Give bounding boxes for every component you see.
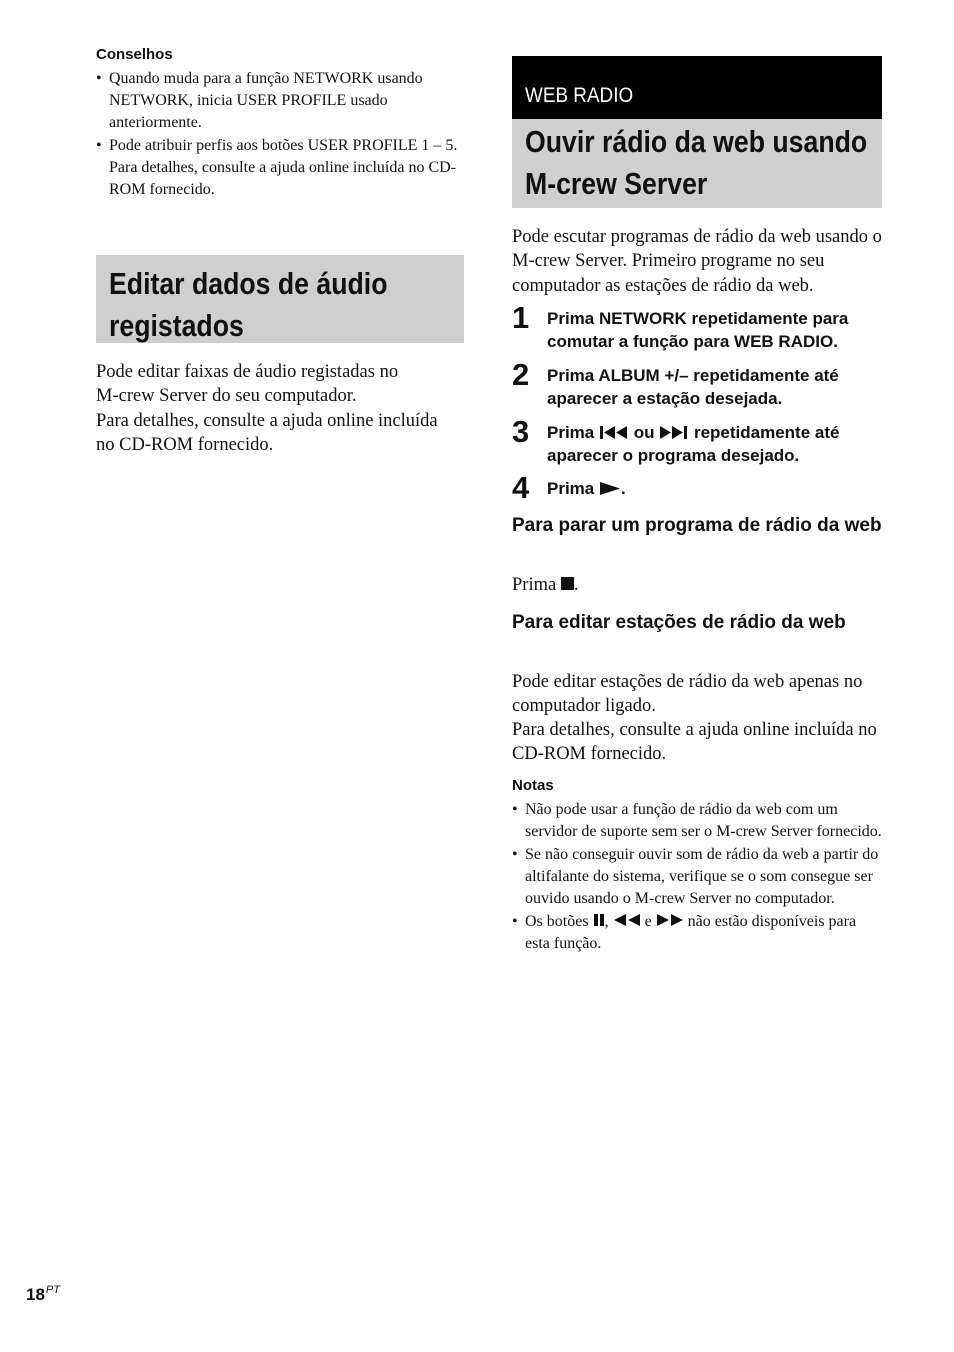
bullet-icon: • — [512, 801, 518, 818]
step-text — [547, 422, 887, 467]
rewind-icon — [613, 913, 641, 930]
step-text-part: repetidamente até aparecer o programa desejado. — [547, 423, 840, 465]
notes-heading: Notas — [512, 777, 554, 794]
step-number: 4 — [512, 470, 530, 505]
step-text-part: Prima — [547, 423, 595, 442]
title-line: Ouvir rádio da web usando — [525, 124, 868, 159]
intro-paragraph: Pode escutar programas de rádio da web usando o M-crew Server. Primeiro programe no seu computador as estações de rádio da web. — [512, 227, 882, 296]
notes-list — [512, 799, 884, 956]
tips-list — [96, 68, 476, 202]
body-line: Para detalhes, consulte a ajuda online incluída — [96, 410, 438, 431]
note-text-part: , — [604, 912, 609, 930]
body-line: M-crew Server do seu computador. — [96, 386, 357, 407]
body-line: no CD-ROM fornecido. — [96, 434, 274, 455]
stop-heading: Para parar um programa de rádio da web — [512, 515, 882, 536]
note-text-part: Os botões — [525, 912, 589, 930]
note-text: Se não conseguir ouvir som de rádio da web a partir do altifalante do sistema, verifique se o som consegue ser ouvido usando o M-crew Server no computador. — [525, 846, 879, 907]
fast-forward-icon — [656, 913, 684, 930]
page-language-suffix: PT — [45, 1284, 60, 1296]
pause-icon — [593, 913, 605, 930]
bullet-icon: • — [512, 912, 518, 930]
title-line: M-crew Server — [525, 166, 708, 201]
stop-text-part: Prima — [512, 575, 557, 595]
list-item — [96, 68, 476, 134]
title-line: registados — [109, 308, 244, 343]
tip-text: Pode atribuir perfis aos botões USER PROFILE 1 – 5. Para detalhes, consulte a ajuda online incluída no CD-ROM fornecido. — [109, 137, 458, 198]
tips-heading: Conselhos — [96, 46, 173, 63]
bullet-icon: • — [96, 137, 102, 154]
next-track-icon — [659, 423, 689, 442]
section-label: WEB RADIO — [525, 84, 634, 107]
list-item — [512, 844, 884, 909]
list-item — [512, 799, 884, 843]
step-number: 1 — [512, 300, 530, 335]
title-line: Editar dados de áudio — [109, 266, 388, 301]
section-label-bar — [512, 56, 882, 119]
note-text: Não pode usar a função de rádio da web com um servidor de suporte sem ser o M-crew Server fornecido. — [525, 801, 882, 840]
edit-section-title-box — [96, 255, 464, 343]
edit-stations-heading: Para editar estações de rádio da web — [512, 612, 846, 633]
step-number: 3 — [512, 414, 530, 449]
web-radio-title — [525, 121, 867, 205]
page-number-value: 18 — [26, 1285, 45, 1304]
step-text-part: . — [620, 479, 626, 498]
step-text: Prima NETWORK repetidamente para comutar a função para WEB RADIO. — [547, 309, 849, 351]
edit-section-body — [96, 360, 471, 457]
edit-section-title — [109, 263, 387, 347]
bullet-icon: • — [96, 70, 102, 87]
web-radio-title-box — [512, 119, 882, 208]
stop-text-part: . — [573, 575, 579, 595]
play-icon — [599, 479, 621, 498]
edit-stations-paragraph-2: Para detalhes, consulte a ajuda online incluída no CD-ROM fornecido. — [512, 720, 877, 765]
bullet-icon: • — [512, 846, 518, 864]
list-item — [512, 911, 884, 955]
note-text-part: não estão disponíveis para esta função. — [525, 912, 857, 952]
list-item — [96, 135, 476, 201]
previous-track-icon — [599, 423, 629, 442]
edit-stations-paragraph-1: Pode editar estações de rádio da web apenas no computador ligado. — [512, 672, 863, 717]
stop-paragraph — [512, 573, 887, 597]
body-line: Pode editar faixas de áudio registadas no — [96, 362, 399, 382]
step-text — [547, 478, 887, 501]
stop-icon — [561, 575, 574, 595]
step-text: Prima ALBUM +/– repetidamente até aparecer a estação desejada. — [547, 366, 839, 408]
tip-text: Quando muda para a função NETWORK usando NETWORK, inicia USER PROFILE usado anteriormente. — [109, 70, 423, 131]
step-text-part: Prima — [547, 479, 595, 498]
page-number — [26, 1284, 60, 1305]
note-text-part: e — [644, 912, 652, 930]
step-text-part: ou — [633, 423, 655, 442]
step-number: 2 — [512, 357, 530, 392]
note-text — [525, 913, 856, 952]
